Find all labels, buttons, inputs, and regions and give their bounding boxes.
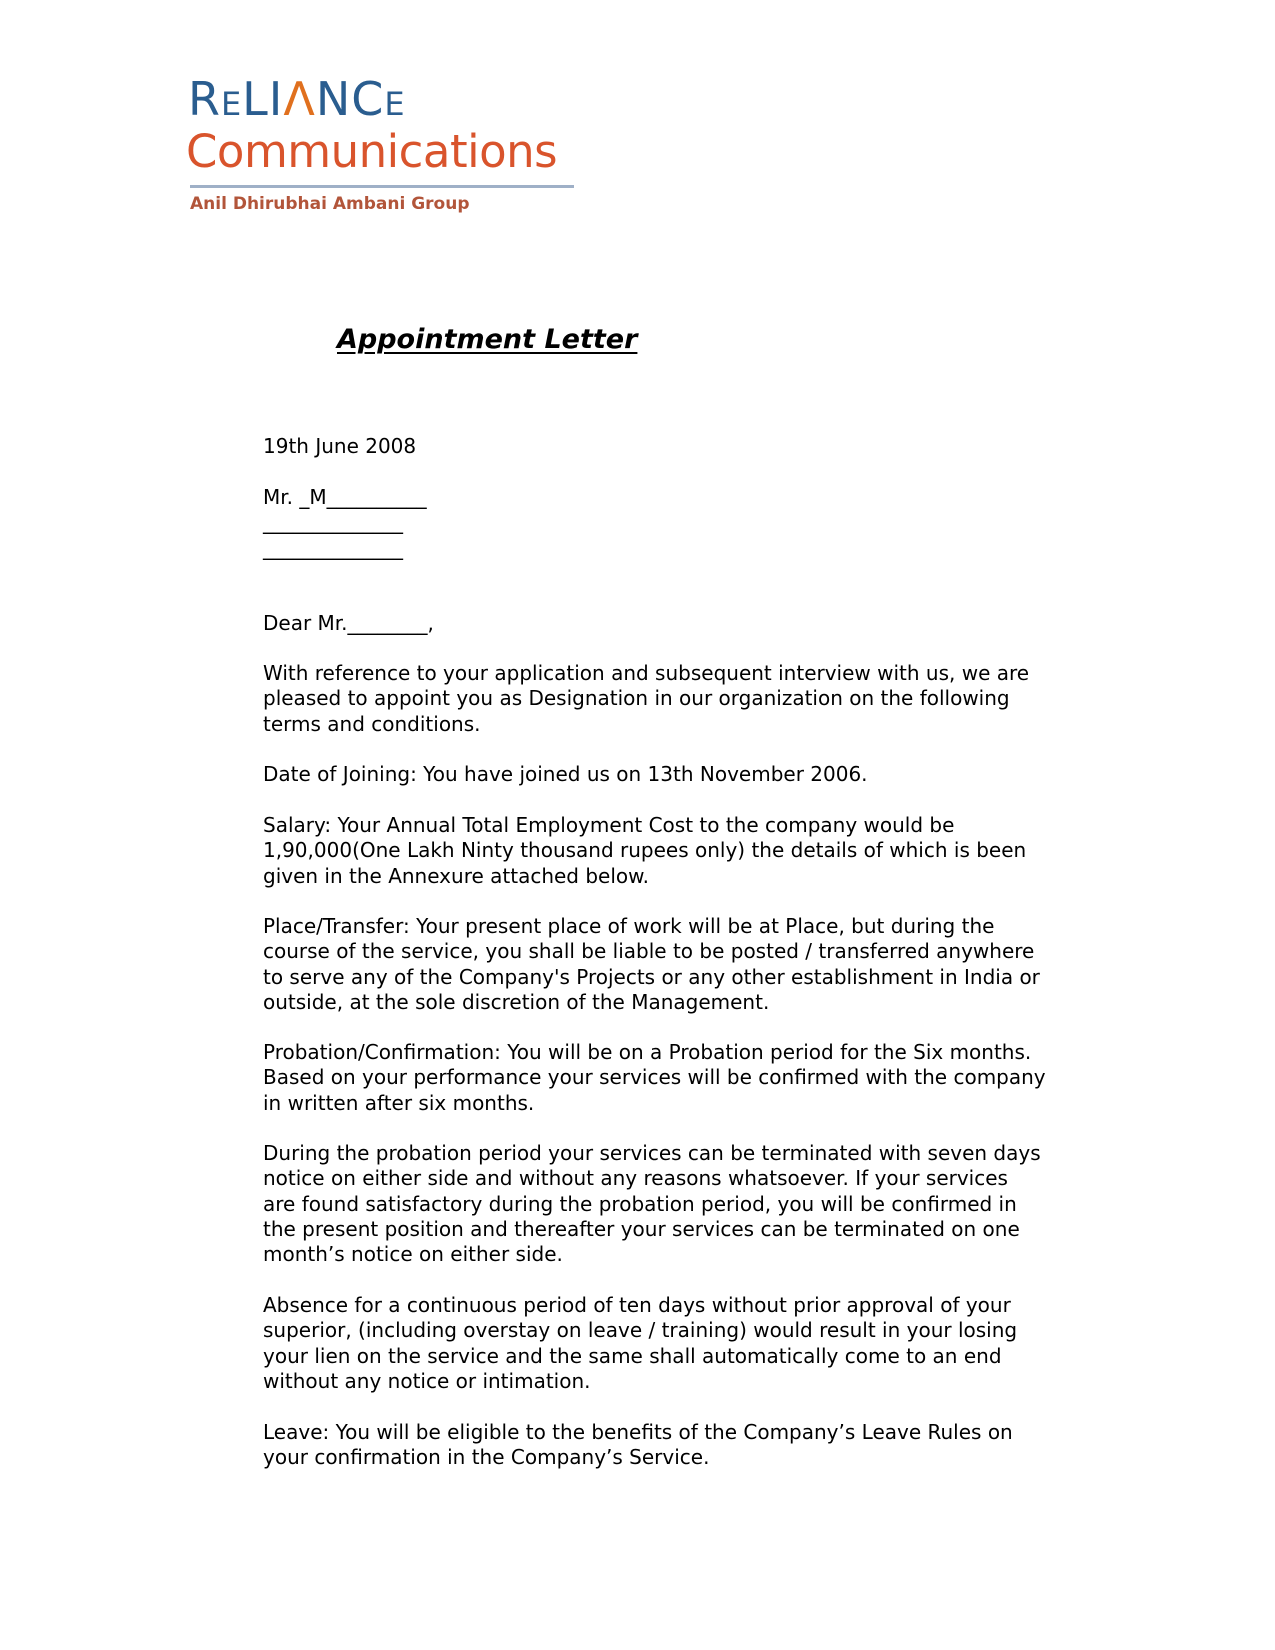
paragraph-intro: [263, 661, 1093, 737]
logo-accent-chevron-icon: Λ: [283, 72, 316, 126]
paragraph-termination: [263, 1141, 1093, 1267]
paragraph-probation-confirmation: [263, 1040, 1093, 1116]
logo-reliance-text-a: ReLI: [188, 72, 284, 126]
paragraph-salary: [263, 813, 1093, 889]
addressee-name: Mr. _M__________: [263, 485, 427, 509]
paragraph-line: your confirmation in the Company’s Service.: [263, 1445, 710, 1470]
paragraph-line: Absence for a continuous period of ten days without prior approval of your: [263, 1293, 1011, 1317]
addressee-address-line-2: ______________: [263, 535, 403, 560]
addressee-block: [263, 485, 1093, 561]
paragraph-line: are found satisfactory during the probation period, you will be confirmed in: [263, 1191, 1017, 1216]
paragraph-place-transfer: [263, 914, 1093, 1015]
paragraph-line: Leave: You will be eligible to the benefits of the Company’s Leave Rules on: [263, 1420, 1013, 1444]
logo-reliance-text-b: NCe: [315, 72, 406, 126]
salutation: [263, 611, 1093, 636]
paragraph-line: terms and conditions.: [263, 711, 481, 736]
logo-tagline: Anil Dhirubhai Ambani Group: [190, 194, 470, 214]
paragraph-line: With reference to your application and subsequent interview with us, we are: [263, 661, 1030, 685]
paragraph-line: your lien on the service and the same shall automatically come to an end: [263, 1343, 1002, 1368]
paragraph-line: outside, at the sole discretion of the Management.: [263, 989, 770, 1014]
paragraph-line: notice on either side and without any reasons whatsoever. If your services: [263, 1166, 1008, 1191]
paragraph-line: Based on your performance your services will be confirmed with the company: [263, 1065, 1046, 1090]
addressee-address-line-1: ______________: [263, 510, 403, 535]
logo-reliance-wordmark: [188, 72, 406, 126]
paragraph-line: Place/Transfer: Your present place of work will be at Place, but during the: [263, 914, 995, 938]
paragraph-leave: [263, 1420, 1093, 1471]
paragraph-line: without any notice or intimation.: [263, 1368, 591, 1393]
paragraph-line: Probation/Confirmation: You will be on a Probation period for the Six months.: [263, 1040, 1032, 1064]
paragraph-line: 1,90,000(One Lakh Ninty thousand rupees only) the details of which is been: [263, 838, 1027, 863]
paragraph-line: given in the Annexure attached below.: [263, 863, 650, 888]
paragraph-date-of-joining: [263, 762, 1093, 787]
paragraph-line: superior, (including overstay on leave / training) would result in your losing: [263, 1318, 1018, 1343]
paragraph-line: month’s notice on either side.: [263, 1242, 563, 1267]
logo-divider: [190, 185, 574, 188]
paragraph-line: pleased to appoint you as Designation in our organization on the following: [263, 686, 1010, 711]
letter-date: [263, 434, 1093, 459]
logo-communications-wordmark: Communications: [186, 125, 558, 178]
paragraph-line: to serve any of the Company's Projects or any other establishment in India or: [263, 964, 1040, 989]
paragraph-line: During the probation period your services can be terminated with seven days: [263, 1141, 1041, 1165]
paragraph-line: Date of Joining: You have joined us on 13th November 2006.: [263, 762, 868, 786]
salutation-text: Dear Mr.________,: [263, 611, 434, 635]
paragraph-absence: [263, 1293, 1093, 1394]
paragraph-line: Salary: Your Annual Total Employment Cost to the company would be: [263, 813, 955, 837]
company-logo: [186, 72, 578, 232]
page-title: Appointment Letter: [337, 324, 638, 355]
paragraph-line: the present position and thereafter your services can be terminated on one: [263, 1216, 1020, 1241]
paragraph-line: course of the service, you shall be liable to be posted / transferred anywhere: [263, 939, 1035, 964]
date-text: 19th June 2008: [263, 434, 417, 458]
paragraph-line: in written after six months.: [263, 1090, 535, 1115]
